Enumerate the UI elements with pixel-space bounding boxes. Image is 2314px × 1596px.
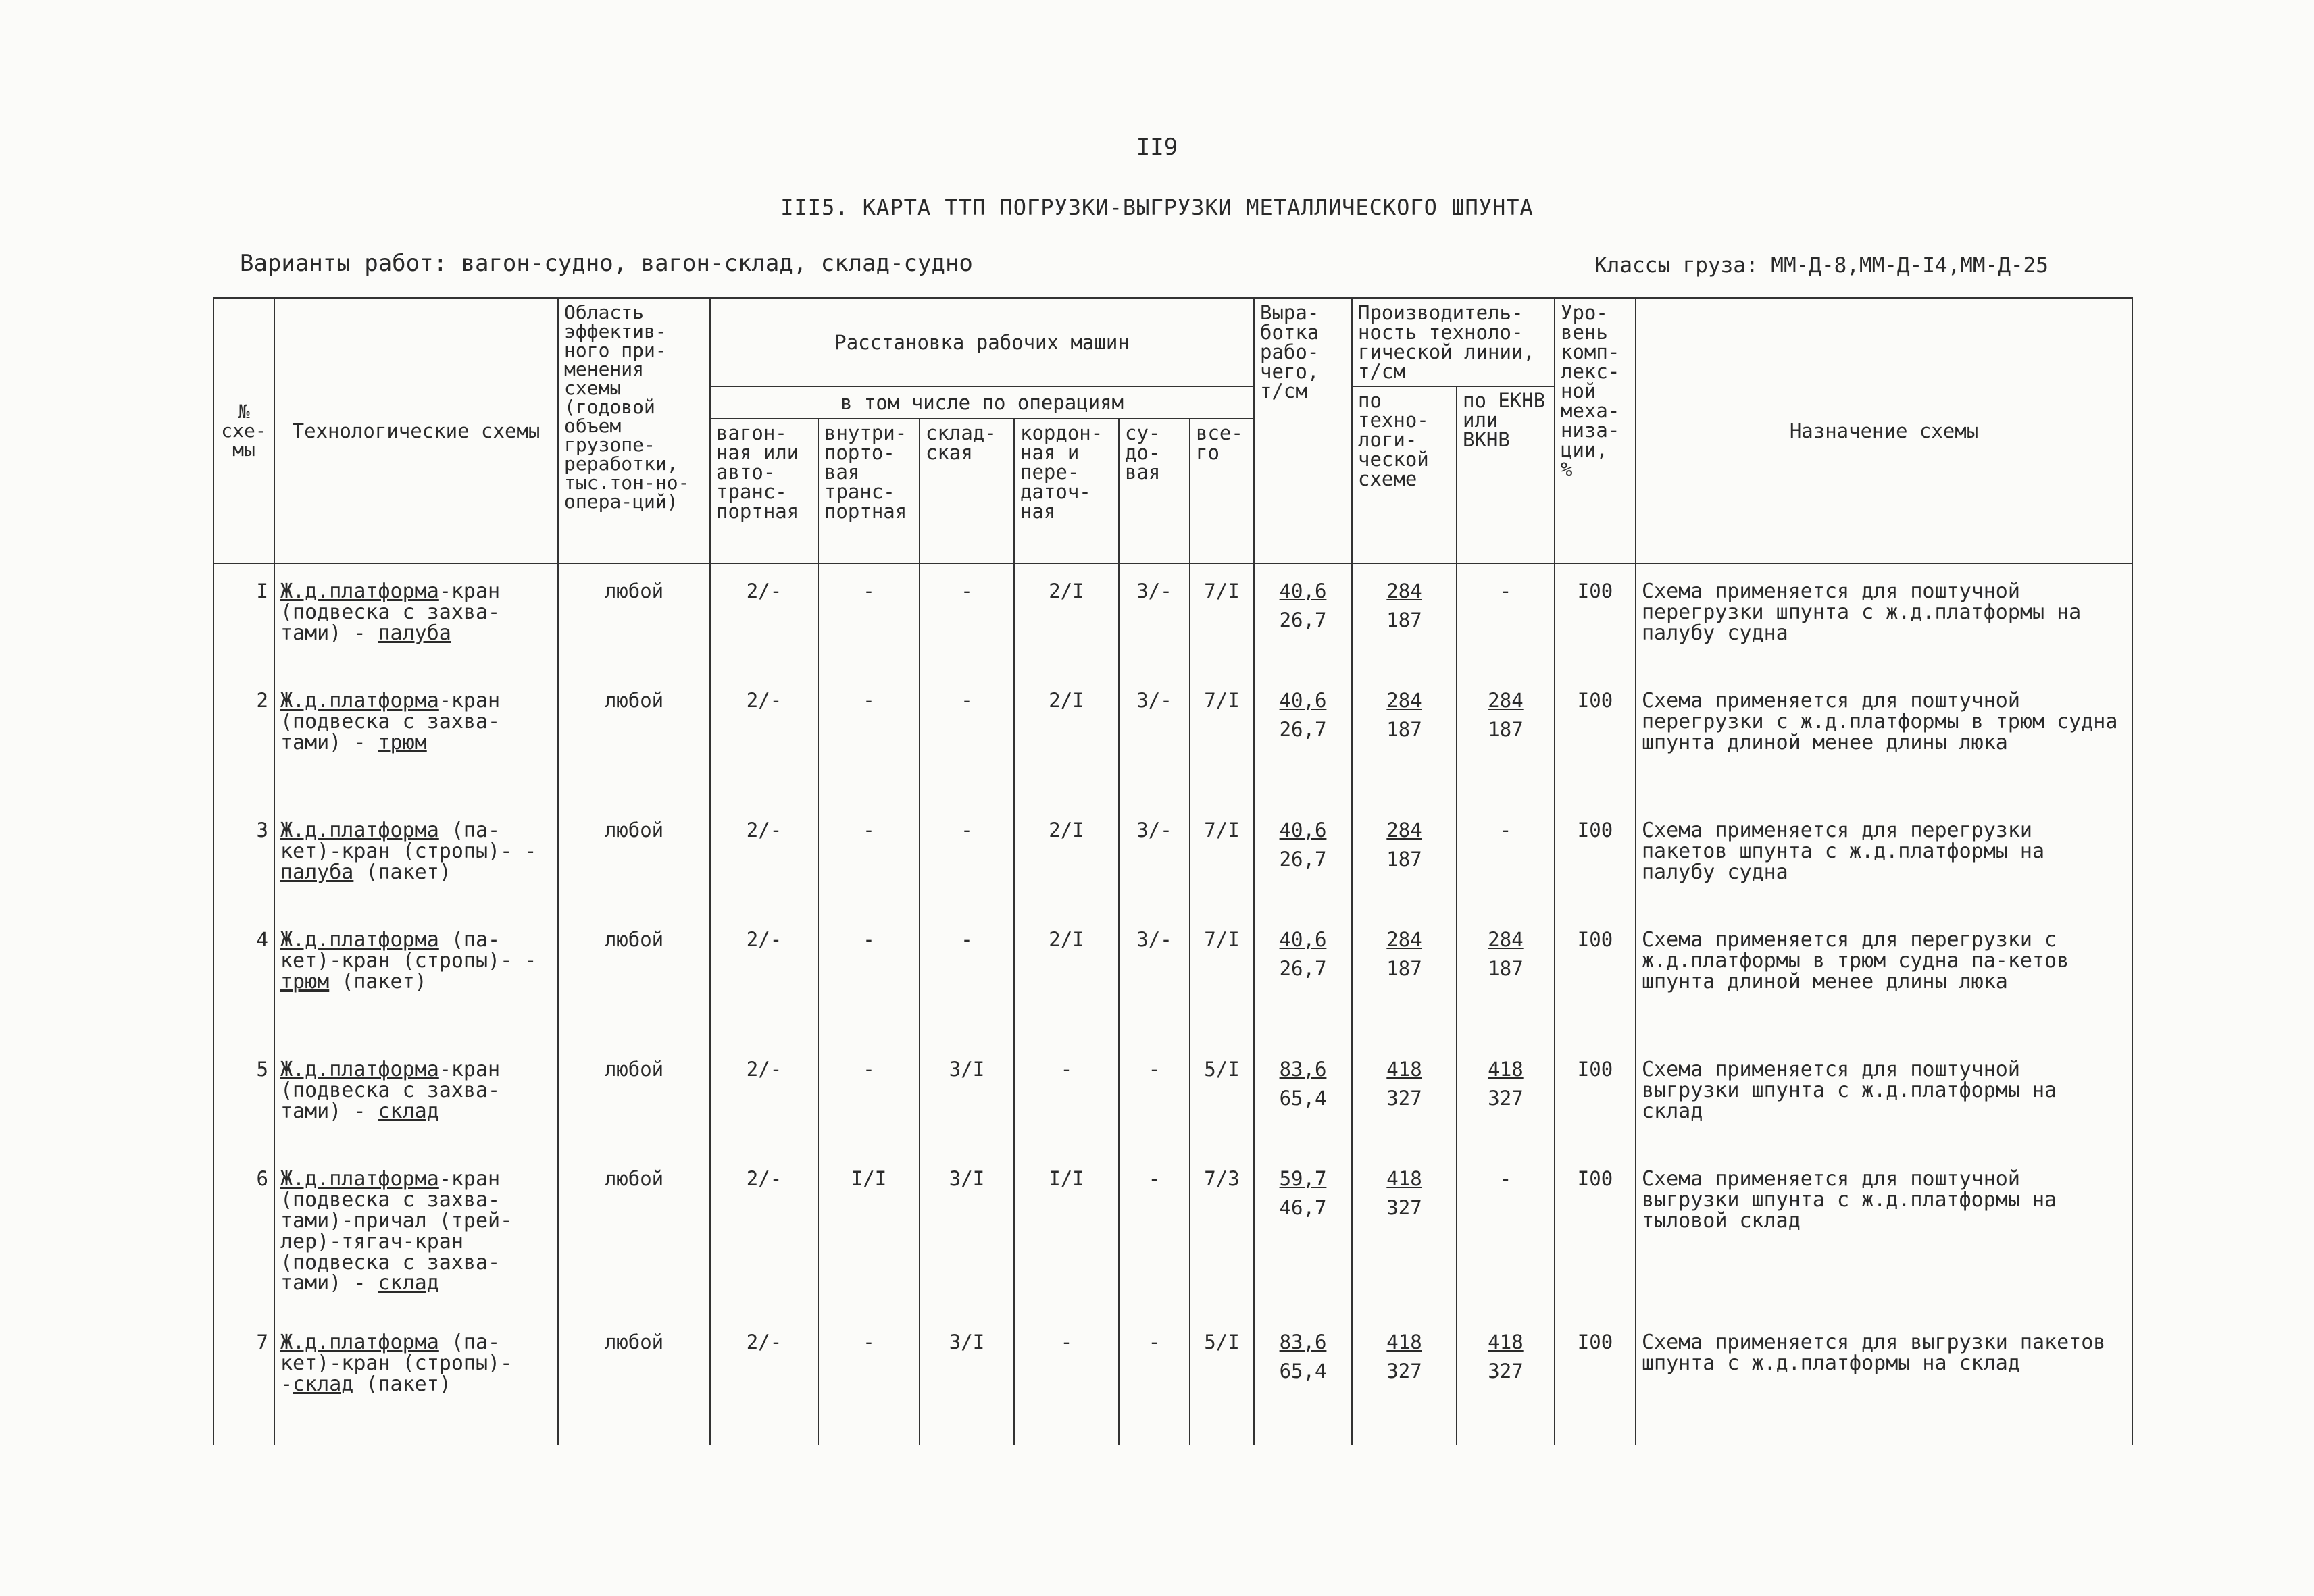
warehouse-value: 3/I xyxy=(920,1042,1014,1152)
table-row xyxy=(213,912,2132,1042)
scheme-purpose: Схема применяется для выгрузки пакетов шпунта с ж.д.платформы на склад xyxy=(1636,1315,2132,1445)
mechanization-level: I00 xyxy=(1555,1315,1636,1445)
wagon-value: 2/- xyxy=(710,1315,818,1445)
application-area: любой xyxy=(558,563,710,673)
table-row xyxy=(213,1152,2132,1315)
productivity-scheme: $\frac{284}{187}$ xyxy=(1352,563,1457,673)
mechanization-level: I00 xyxy=(1555,912,1636,1042)
mechanization-level: I00 xyxy=(1555,673,1636,803)
ship-value: 3/- xyxy=(1119,563,1190,673)
header-scheme-number: № схе-мы xyxy=(213,299,274,564)
total-value: 7/I xyxy=(1190,563,1254,673)
productivity-scheme: $\frac{284}{187}$ xyxy=(1352,673,1457,803)
productivity-scheme: $\frac{418}{327}$ xyxy=(1352,1152,1457,1315)
header-technological-schemes: Технологические схемы xyxy=(274,299,558,564)
scheme-number: 3 xyxy=(213,803,274,912)
application-area: любой xyxy=(558,803,710,912)
wagon-value: 2/- xyxy=(710,1152,818,1315)
scheme-purpose: Схема применяется для перегрузки с ж.д.платформы в трюм судна па-кетов шпунта длиной менее длины люка xyxy=(1636,912,2132,1042)
header-total-machines: все-го xyxy=(1190,419,1254,563)
header-warehouse-operation: склад-ская xyxy=(920,419,1014,563)
cordon-value: 2/I xyxy=(1014,563,1119,673)
work-variants: Варианты работ: вагон-судно, вагон-склад, склад-судно xyxy=(240,250,973,277)
internal-value: - xyxy=(818,803,920,912)
productivity-scheme: $\frac{418}{327}$ xyxy=(1352,1315,1457,1445)
total-value: 7/I xyxy=(1190,673,1254,803)
productivity-ekhnv: - xyxy=(1457,1152,1555,1315)
ship-value: - xyxy=(1119,1315,1190,1445)
scheme-description: Ж.д.платформа (па-кет)-кран (стропы)- -склад (пакет) xyxy=(274,1315,558,1445)
scheme-description: Ж.д.платформа (па-кет)-кран (стропы)- - трюм (пакет) xyxy=(274,912,558,1042)
header-by-operations: в том числе по операциям xyxy=(710,386,1254,419)
scheme-number: 7 xyxy=(213,1315,274,1445)
worker-output: $\frac{40,6}{26,7}$ xyxy=(1254,912,1352,1042)
productivity-scheme: $\frac{418}{327}$ xyxy=(1352,1042,1457,1152)
scheme-purpose: Схема применяется для перегрузки пакетов шпунта с ж.д.платформы на палубу судна xyxy=(1636,803,2132,912)
wagon-value: 2/- xyxy=(710,1042,818,1152)
scheme-number: 4 xyxy=(213,912,274,1042)
internal-value: - xyxy=(818,1042,920,1152)
total-value: 7/I xyxy=(1190,912,1254,1042)
ship-value: 3/- xyxy=(1119,673,1190,803)
scheme-description: Ж.д.платформа-кран (подвеска с захва-тами)-причал (трей-лер)-тягач-кран (подвеска с захва-тами) - склад xyxy=(274,1152,558,1315)
productivity-ekhnv: $\frac{418}{327}$ xyxy=(1457,1315,1555,1445)
header-machine-placement: Расстановка рабочих машин xyxy=(710,299,1254,387)
cargo-classes: Классы груза: ММ-Д-8,ММ-Д-I4,ММ-Д-25 xyxy=(1594,253,2048,278)
table-row xyxy=(213,1315,2132,1445)
worker-output: $\frac{40,6}{26,7}$ xyxy=(1254,673,1352,803)
internal-value: - xyxy=(818,563,920,673)
worker-output: $\frac{59,7}{46,7}$ xyxy=(1254,1152,1352,1315)
scheme-purpose: Схема применяется для поштучной выгрузки шпунта с ж.д.платформы на тыловой склад xyxy=(1636,1152,2132,1315)
cordon-value: - xyxy=(1014,1042,1119,1152)
wagon-value: 2/- xyxy=(710,912,818,1042)
header-internal-transport: внутри-порто-вая транс-портная xyxy=(818,419,920,563)
scheme-number: 5 xyxy=(213,1042,274,1152)
productivity-ekhnv: - xyxy=(1457,803,1555,912)
cordon-value: I/I xyxy=(1014,1152,1119,1315)
warehouse-value: - xyxy=(920,912,1014,1042)
header-by-ekhnv: по ЕКНВ или ВКНВ xyxy=(1457,386,1555,563)
cordon-value: 2/I xyxy=(1014,803,1119,912)
technology-table xyxy=(213,297,2133,1445)
table-row xyxy=(213,673,2132,803)
scheme-purpose: Схема применяется для поштучной выгрузки шпунта с ж.д.платформы на склад xyxy=(1636,1042,2132,1152)
cordon-value: 2/I xyxy=(1014,912,1119,1042)
table-row xyxy=(213,803,2132,912)
internal-value: - xyxy=(818,912,920,1042)
ship-value: 3/- xyxy=(1119,803,1190,912)
ship-value: - xyxy=(1119,1042,1190,1152)
warehouse-value: - xyxy=(920,673,1014,803)
scheme-description: Ж.д.платформа-кран (подвеска с захва-тами) - склад xyxy=(274,1042,558,1152)
header-by-scheme: по техно-логи-ческой схеме xyxy=(1352,386,1457,563)
header-cordon-operation: кордон-ная и пере-даточ-ная xyxy=(1014,419,1119,563)
warehouse-value: - xyxy=(920,803,1014,912)
scheme-description: Ж.д.платформа-кран (подвеска с захва-тами) - палуба xyxy=(274,563,558,673)
mechanization-level: I00 xyxy=(1555,803,1636,912)
header-scheme-purpose: Назначение схемы xyxy=(1636,299,2132,564)
wagon-value: 2/- xyxy=(710,803,818,912)
productivity-scheme: $\frac{284}{187}$ xyxy=(1352,912,1457,1042)
header-ship-operation: су-до-вая xyxy=(1119,419,1190,563)
scheme-description: Ж.д.платформа (па-кет)-кран (стропы)- - палуба (пакет) xyxy=(274,803,558,912)
productivity-ekhnv: - xyxy=(1457,563,1555,673)
total-value: 7/I xyxy=(1190,803,1254,912)
cordon-value: - xyxy=(1014,1315,1119,1445)
page-number: II9 xyxy=(1136,134,1178,161)
productivity-ekhnv: $\frac{284}{187}$ xyxy=(1457,673,1555,803)
application-area: любой xyxy=(558,1042,710,1152)
mechanization-level: I00 xyxy=(1555,1042,1636,1152)
application-area: любой xyxy=(558,673,710,803)
total-value: 7/3 xyxy=(1190,1152,1254,1315)
application-area: любой xyxy=(558,912,710,1042)
internal-value: - xyxy=(818,1315,920,1445)
application-area: любой xyxy=(558,1152,710,1315)
productivity-ekhnv: $\frac{418}{327}$ xyxy=(1457,1042,1555,1152)
scheme-description: Ж.д.платформа-кран (подвеска с захва-тами) - трюм xyxy=(274,673,558,803)
scheme-purpose: Схема применяется для поштучной перегрузки с ж.д.платформы в трюм судна шпунта длиной менее длины люка xyxy=(1636,673,2132,803)
scheme-purpose: Схема применяется для поштучной перегрузки шпунта с ж.д.платформы на палубу судна xyxy=(1636,563,2132,673)
worker-output: $\frac{83,6}{65,4}$ xyxy=(1254,1042,1352,1152)
page-title: III5. КАРТА ТТП ПОГРУЗКИ-ВЫГРУЗКИ МЕТАЛЛИЧЕСКОГО ШПУНТА xyxy=(780,195,1534,220)
mechanization-level: I00 xyxy=(1555,563,1636,673)
ship-value: - xyxy=(1119,1152,1190,1315)
cordon-value: 2/I xyxy=(1014,673,1119,803)
header-application-area: Область эффектив-ного при-менения схемы (годовой объем грузопе-реработки, тыс.тон-но-опера-ций) xyxy=(558,299,710,564)
table-row xyxy=(213,1042,2132,1152)
worker-output: $\frac{83,6}{65,4}$ xyxy=(1254,1315,1352,1445)
total-value: 5/I xyxy=(1190,1315,1254,1445)
productivity-scheme: $\frac{284}{187}$ xyxy=(1352,803,1457,912)
productivity-ekhnv: $\frac{284}{187}$ xyxy=(1457,912,1555,1042)
header-mechanization-level: Уро-вень комп-лекс-ной меха-низа-ции, % xyxy=(1555,299,1636,564)
warehouse-value: - xyxy=(920,563,1014,673)
ship-value: 3/- xyxy=(1119,912,1190,1042)
total-value: 5/I xyxy=(1190,1042,1254,1152)
wagon-value: 2/- xyxy=(710,673,818,803)
warehouse-value: 3/I xyxy=(920,1152,1014,1315)
mechanization-level: I00 xyxy=(1555,1152,1636,1315)
wagon-value: 2/- xyxy=(710,563,818,673)
header-worker-output: Выра-ботка рабо-чего, т/см xyxy=(1254,299,1352,564)
warehouse-value: 3/I xyxy=(920,1315,1014,1445)
internal-value: - xyxy=(818,673,920,803)
table-row xyxy=(213,563,2132,673)
header-line-productivity: Производитель-ность техноло-гической линии, т/см xyxy=(1352,299,1555,387)
scheme-number: 2 xyxy=(213,673,274,803)
header-wagon-operation: вагон-ная или авто-транс-портная xyxy=(710,419,818,563)
application-area: любой xyxy=(558,1315,710,1445)
internal-value: I/I xyxy=(818,1152,920,1315)
scheme-number: 6 xyxy=(213,1152,274,1315)
scheme-number: I xyxy=(213,563,274,673)
worker-output: $\frac{40,6}{26,7}$ xyxy=(1254,803,1352,912)
worker-output: $\frac{40,6}{26,7}$ xyxy=(1254,563,1352,673)
